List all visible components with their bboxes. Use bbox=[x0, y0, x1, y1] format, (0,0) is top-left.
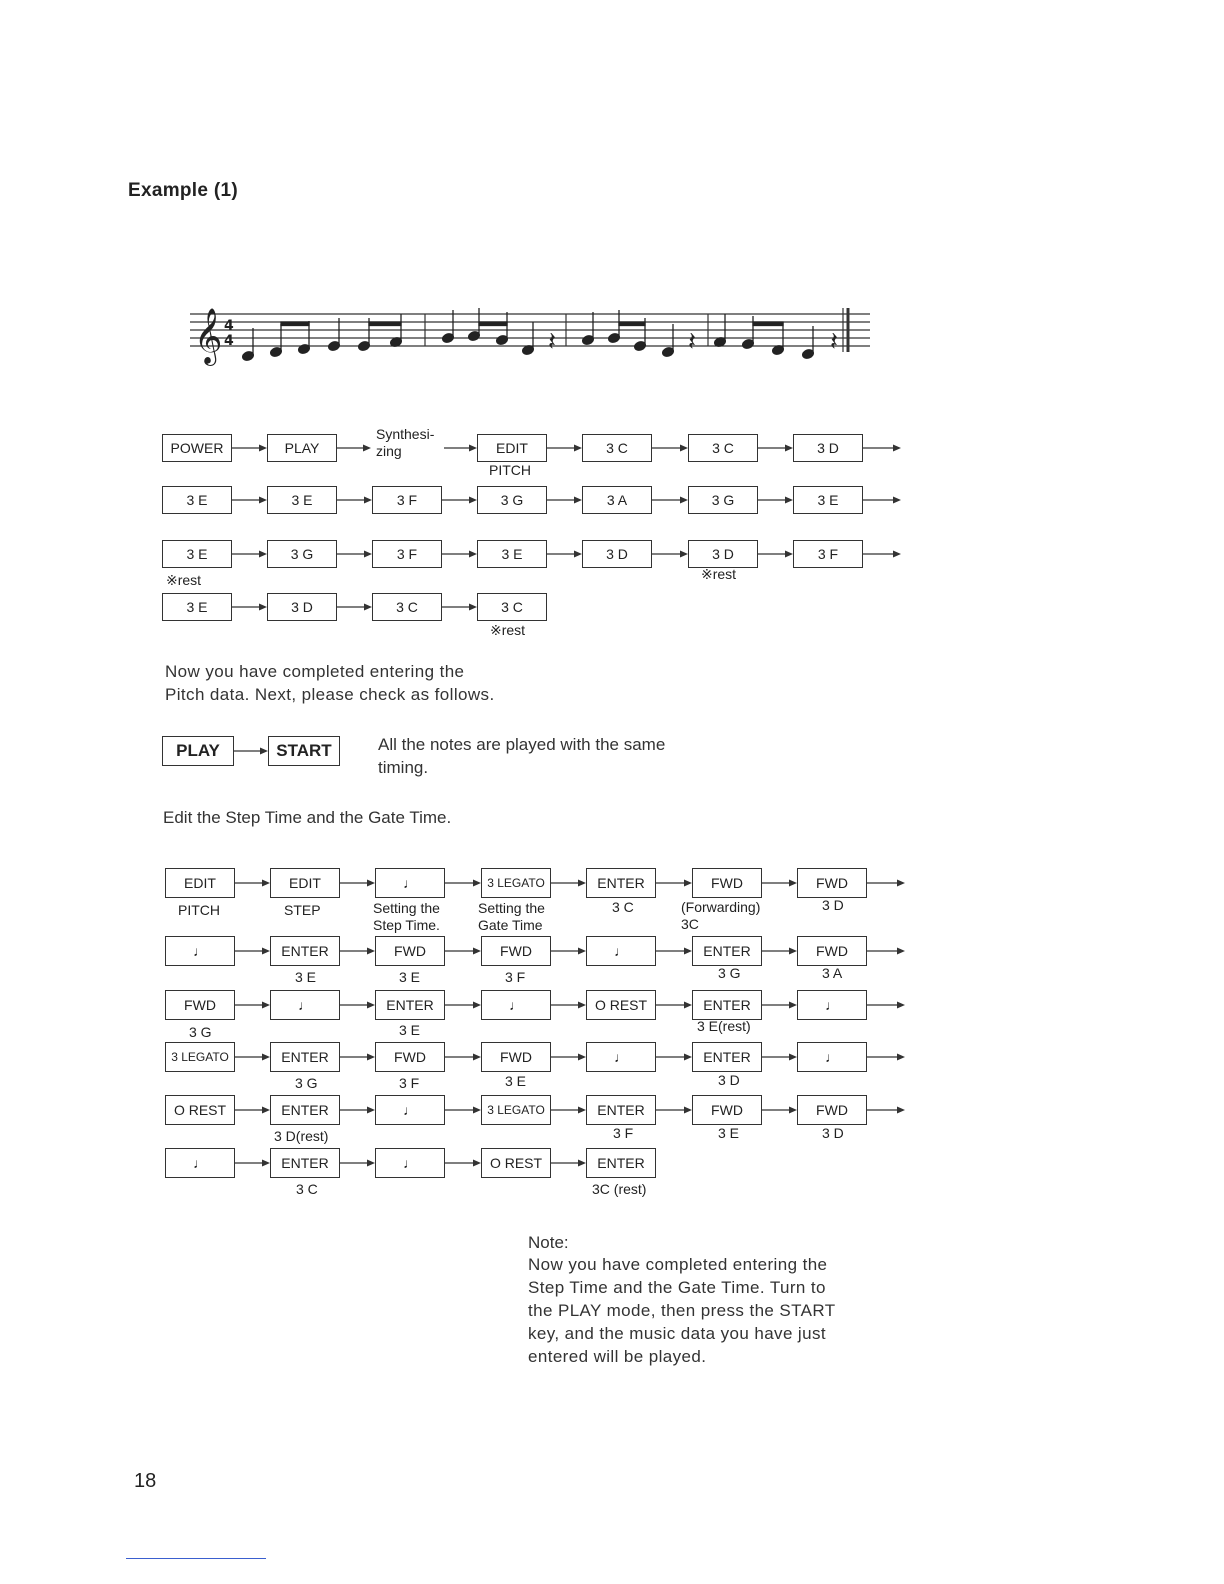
arrow-head bbox=[684, 1002, 692, 1009]
arrow-head bbox=[680, 551, 688, 558]
arrow-head bbox=[789, 948, 797, 955]
pitch-box-edit: EDIT bbox=[477, 434, 547, 462]
pitch-box-3-a: 3 A bbox=[582, 486, 652, 514]
edit-box-fwd: FWD bbox=[481, 1042, 551, 1072]
edit-caption-r4-3e: 3 E bbox=[505, 1073, 527, 1089]
quarter-rest-icon: 𝄽 bbox=[830, 327, 838, 357]
pitch-box-3-c: 3 C bbox=[582, 434, 652, 462]
arrow-head bbox=[259, 445, 267, 452]
edit-box-enter: ENTER bbox=[692, 936, 762, 966]
edit-caption-r2-3e-b: 3 E bbox=[399, 969, 421, 985]
edit-box-enter: ENTER bbox=[692, 1042, 762, 1072]
example-heading: Example (1) bbox=[128, 180, 238, 201]
arrow-head bbox=[785, 445, 793, 452]
edit-caption-r5-3e: 3 E bbox=[718, 1125, 740, 1141]
edit-caption-r6-3c-rest: 3C (rest) bbox=[592, 1181, 647, 1197]
edit-box-enter: ENTER bbox=[270, 1042, 340, 1072]
edit-caption-r1-3c: 3 C bbox=[612, 899, 634, 915]
edit-caption-r5-3f: 3 F bbox=[613, 1125, 634, 1141]
arrow-head bbox=[684, 1054, 692, 1061]
arrow-head bbox=[574, 551, 582, 558]
arrow-head bbox=[897, 880, 905, 887]
note-beam bbox=[619, 322, 645, 326]
edit-box-3-legato: 3 LEGATO bbox=[481, 1095, 551, 1125]
arrow-head bbox=[789, 1107, 797, 1114]
time-signature-bottom: 4 bbox=[224, 333, 234, 349]
arrow-head bbox=[473, 948, 481, 955]
arrow-head bbox=[259, 497, 267, 504]
edit-box-fwd: FWD bbox=[692, 868, 762, 898]
arrow-head bbox=[262, 1054, 270, 1061]
note-beam bbox=[369, 322, 401, 326]
arrow-head bbox=[578, 1107, 586, 1114]
arrow-head bbox=[574, 445, 582, 452]
note-title: Note: bbox=[528, 1233, 569, 1252]
arrow-head bbox=[469, 551, 477, 558]
edit-caption-r2-3f: 3 F bbox=[505, 969, 526, 985]
edit-box-fwd: FWD bbox=[797, 1095, 867, 1125]
arrow-head bbox=[262, 880, 270, 887]
edit-box-fwd: FWD bbox=[375, 1042, 445, 1072]
pitch-box-3-e: 3 E bbox=[267, 486, 337, 514]
pitch-completed-text: Now you have completed entering the Pitch data. Next, please check as follows. bbox=[165, 662, 495, 704]
arrow-head bbox=[897, 1107, 905, 1114]
arrow-head bbox=[469, 497, 477, 504]
rest-mark-3: ※rest bbox=[490, 622, 526, 638]
pitch-box-3-d: 3 D bbox=[582, 540, 652, 568]
edit-box-enter: ENTER bbox=[270, 1095, 340, 1125]
arrow-head bbox=[473, 1107, 481, 1114]
edit-caption-step: STEP bbox=[284, 902, 321, 918]
arrow-head bbox=[367, 1054, 375, 1061]
edit-caption-forwarding: (Forwarding) 3C bbox=[681, 899, 761, 932]
edit-box-enter: ENTER bbox=[692, 990, 762, 1020]
edit-caption-r5-3d: 3 D bbox=[822, 1125, 844, 1141]
arrow-head bbox=[367, 1160, 375, 1167]
arrow-head bbox=[684, 948, 692, 955]
edit-caption-r2-3a: 3 A bbox=[822, 965, 843, 981]
arrow-head bbox=[574, 497, 582, 504]
pitch-box-3-d: 3 D bbox=[793, 434, 863, 462]
edit-caption-r4-3f: 3 F bbox=[399, 1075, 420, 1091]
note-beam bbox=[479, 322, 507, 326]
arrow-head bbox=[473, 1160, 481, 1167]
arrow-head bbox=[364, 604, 372, 611]
edit-box-o-rest: O REST bbox=[586, 990, 656, 1020]
arrow-head bbox=[260, 748, 268, 755]
arrow-head bbox=[893, 551, 901, 558]
quarter-rest-icon: 𝄽 bbox=[688, 327, 696, 357]
pitch-box-3-g: 3 G bbox=[477, 486, 547, 514]
arrow-head bbox=[473, 1054, 481, 1061]
arrow-head bbox=[789, 1002, 797, 1009]
pitch-box-3-g: 3 G bbox=[267, 540, 337, 568]
edit-caption-r4-3d: 3 D bbox=[718, 1072, 740, 1088]
arrow-head bbox=[680, 497, 688, 504]
arrow-head bbox=[578, 1160, 586, 1167]
arrow-head bbox=[262, 1160, 270, 1167]
rest-mark-1: ※rest bbox=[166, 572, 202, 588]
pitch-box-3-e: 3 E bbox=[477, 540, 547, 568]
pitch-box-3-d: 3 D bbox=[267, 593, 337, 621]
arrow-head bbox=[785, 497, 793, 504]
edit-box-o-rest: O REST bbox=[165, 1095, 235, 1125]
pitch-box-3-f: 3 F bbox=[372, 540, 442, 568]
arrow-head bbox=[789, 1054, 797, 1061]
arrow-head bbox=[367, 948, 375, 955]
rest-mark-2: ※rest bbox=[701, 566, 737, 582]
arrow-head bbox=[578, 880, 586, 887]
arrow-head bbox=[897, 1002, 905, 1009]
edit-box-quarter-note: ♩ bbox=[586, 1042, 656, 1072]
pitch-box-power: POWER bbox=[162, 434, 232, 462]
note-body: Now you have completed entering the Step Time and the Gate Time. Turn to the PLAY mode, then press the START key, and the music data you have just entered will be played. bbox=[528, 1255, 836, 1366]
pitch-box-3-c: 3 C bbox=[688, 434, 758, 462]
arrow-head bbox=[262, 1107, 270, 1114]
edit-caption-r3-3e-rest: 3 E(rest) bbox=[697, 1018, 751, 1034]
play-key: PLAY bbox=[162, 736, 234, 766]
edit-caption-r1-3d: 3 D bbox=[822, 897, 844, 913]
edit-caption-setting-gate: Setting the Gate Time bbox=[478, 900, 545, 933]
time-signature-top: 4 bbox=[224, 318, 234, 334]
arrow-head bbox=[367, 1107, 375, 1114]
arrow-head bbox=[680, 445, 688, 452]
arrow-head bbox=[364, 497, 372, 504]
edit-box-quarter-note: ♩ bbox=[481, 990, 551, 1020]
edit-box-fwd: FWD bbox=[481, 936, 551, 966]
arrow-head bbox=[578, 1002, 586, 1009]
arrow-head bbox=[789, 880, 797, 887]
arrow-head bbox=[897, 948, 905, 955]
arrow-head bbox=[367, 880, 375, 887]
edit-box-edit: EDIT bbox=[165, 868, 235, 898]
edit-caption-r5-3d-rest: 3 D(rest) bbox=[274, 1128, 329, 1144]
arrow-head bbox=[684, 880, 692, 887]
edit-box-fwd: FWD bbox=[165, 990, 235, 1020]
note-beam bbox=[281, 322, 309, 326]
edit-box-fwd: FWD bbox=[692, 1095, 762, 1125]
edit-box-3-legato: 3 LEGATO bbox=[481, 868, 551, 898]
edit-box-enter: ENTER bbox=[586, 868, 656, 898]
footer-rule bbox=[126, 1558, 266, 1559]
pitch-box-3-c: 3 C bbox=[372, 593, 442, 621]
edit-box-3-legato: 3 LEGATO bbox=[165, 1042, 235, 1072]
edit-box-enter: ENTER bbox=[586, 1148, 656, 1178]
check-description: All the notes are played with the same timing. bbox=[378, 735, 666, 777]
edit-box-o-rest: O REST bbox=[481, 1148, 551, 1178]
arrow-head bbox=[363, 445, 371, 452]
pitch-box-3-g: 3 G bbox=[688, 486, 758, 514]
edit-caption-r2-3g: 3 G bbox=[718, 965, 741, 981]
arrow-head bbox=[893, 445, 901, 452]
edit-box-fwd: FWD bbox=[797, 868, 867, 898]
arrow-head bbox=[473, 880, 481, 887]
arrow-head bbox=[259, 604, 267, 611]
edit-box-quarter-note: ♩ bbox=[270, 990, 340, 1020]
arrow-head bbox=[578, 948, 586, 955]
edit-box-quarter-note: ♩ bbox=[586, 936, 656, 966]
pitch-box-3-c: 3 C bbox=[477, 593, 547, 621]
edit-caption-setting-step: Setting the Step Time. bbox=[373, 900, 440, 933]
edit-box-quarter-note: ♩ bbox=[375, 1095, 445, 1125]
arrow-head bbox=[259, 551, 267, 558]
edit-box-quarter-note: ♩ bbox=[375, 1148, 445, 1178]
arrow-head bbox=[262, 1002, 270, 1009]
arrow-head bbox=[893, 497, 901, 504]
edit-box-quarter-note: ♩ bbox=[165, 1148, 235, 1178]
edit-intro-text: Edit the Step Time and the Gate Time. bbox=[163, 808, 452, 827]
start-key: START bbox=[268, 736, 340, 766]
edit-box-quarter-note: ♩ bbox=[797, 1042, 867, 1072]
arrow-head bbox=[367, 1002, 375, 1009]
pitch-box-3-e: 3 E bbox=[162, 593, 232, 621]
edit-box-fwd: FWD bbox=[375, 936, 445, 966]
pitch-caption: PITCH bbox=[489, 462, 531, 478]
arrow-head bbox=[473, 1002, 481, 1009]
edit-box-edit: EDIT bbox=[270, 868, 340, 898]
edit-caption-r4-3g: 3 G bbox=[295, 1075, 318, 1091]
note-beam bbox=[753, 322, 783, 326]
pitch-box-3-e: 3 E bbox=[162, 540, 232, 568]
pitch-box-play: PLAY bbox=[267, 434, 337, 462]
pitch-box-3-e: 3 E bbox=[793, 486, 863, 514]
arrow-head bbox=[469, 445, 477, 452]
edit-caption-r6-3c: 3 C bbox=[296, 1181, 318, 1197]
arrow-head bbox=[262, 948, 270, 955]
edit-box-quarter-note: ♩ bbox=[375, 868, 445, 898]
edit-caption-r3-3g: 3 G bbox=[189, 1024, 212, 1040]
pitch-box-3-f: 3 F bbox=[793, 540, 863, 568]
edit-box-enter: ENTER bbox=[375, 990, 445, 1020]
arrow-head bbox=[364, 551, 372, 558]
pitch-box-3-e: 3 E bbox=[162, 486, 232, 514]
edit-box-quarter-note: ♩ bbox=[797, 990, 867, 1020]
arrow-head bbox=[684, 1107, 692, 1114]
edit-box-enter: ENTER bbox=[586, 1095, 656, 1125]
edit-caption-r3-3e: 3 E bbox=[399, 1022, 421, 1038]
treble-clef-icon: 𝄞 bbox=[194, 308, 223, 364]
pitch-box-3-f: 3 F bbox=[372, 486, 442, 514]
edit-box-quarter-note: ♩ bbox=[165, 936, 235, 966]
edit-box-enter: ENTER bbox=[270, 936, 340, 966]
edit-caption-pitch: PITCH bbox=[178, 902, 220, 918]
pitch-box-3-d: 3 D bbox=[688, 540, 758, 568]
synthesizing-label: Synthesi- zing bbox=[376, 426, 435, 459]
arrow-head bbox=[897, 1054, 905, 1061]
edit-caption-r2-3e-a: 3 E bbox=[295, 969, 317, 985]
quarter-rest-icon: 𝄽 bbox=[548, 327, 556, 357]
arrow-head bbox=[578, 1054, 586, 1061]
edit-box-fwd: FWD bbox=[797, 936, 867, 966]
page-number: 18 bbox=[134, 1470, 157, 1492]
arrow-head bbox=[785, 551, 793, 558]
edit-box-enter: ENTER bbox=[270, 1148, 340, 1178]
arrow-head bbox=[469, 604, 477, 611]
